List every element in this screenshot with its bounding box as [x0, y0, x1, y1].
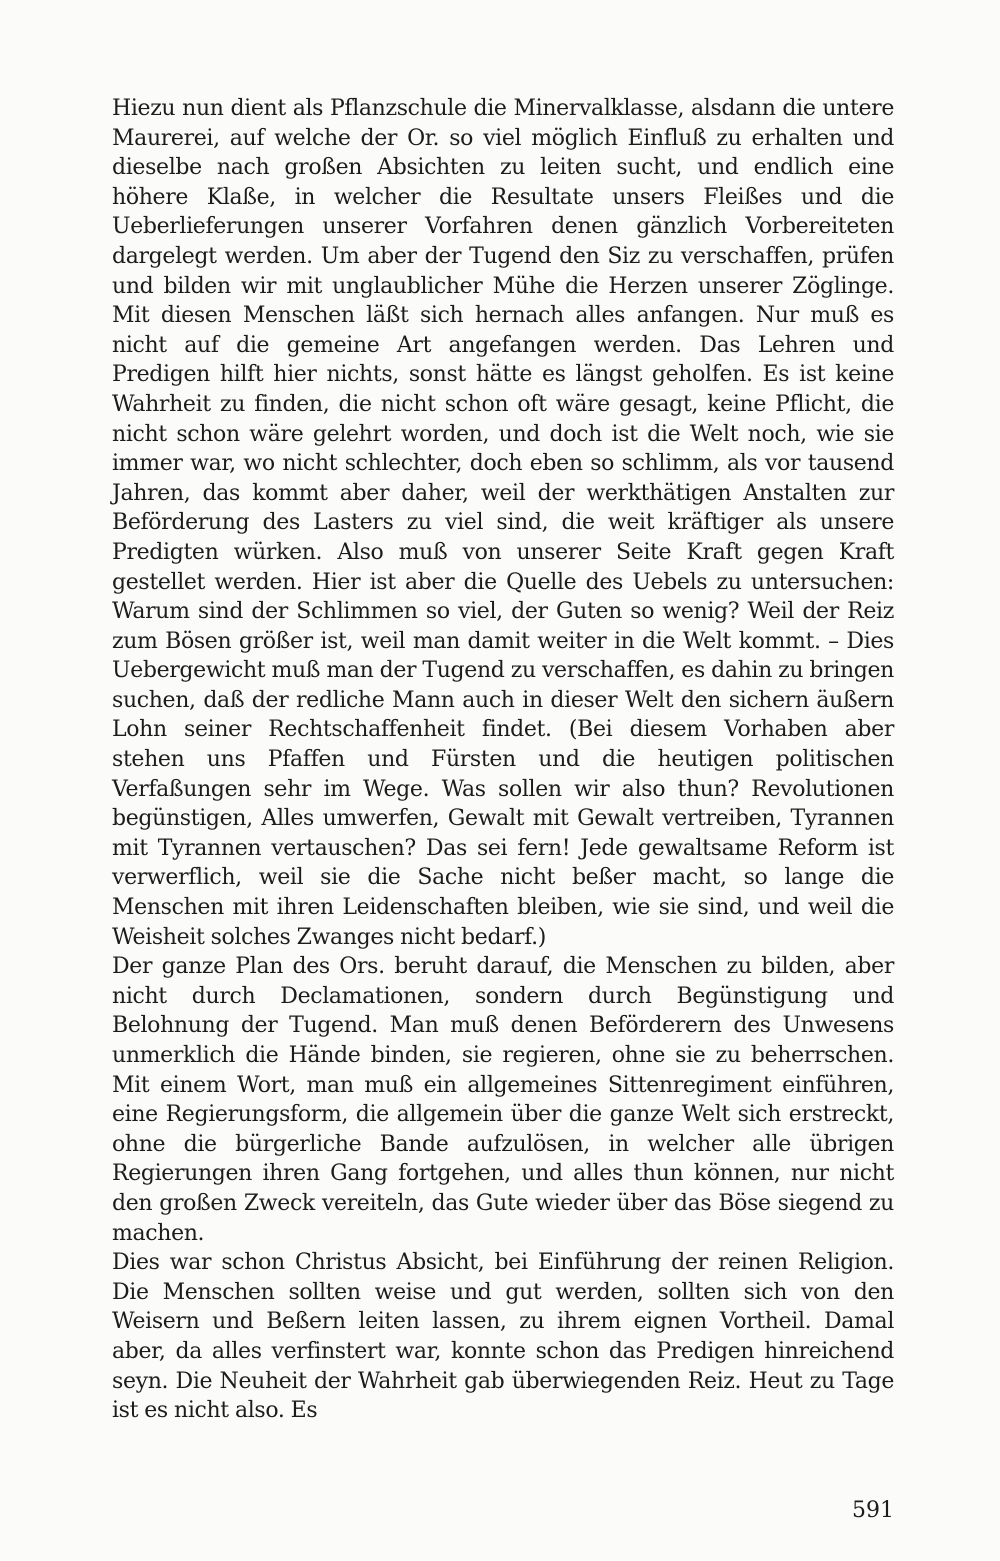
- body-text: [112, 94, 894, 1426]
- paragraph-3: Dies war schon Christus Absicht, bei Einführung der reinen Religion. Die Menschen sollten weise und gut werden, sollten sich von den Weisern und Beßern leiten lassen, zu ihrem eignen Vortheil. Damal aber, da alles verfinstert war, konnte schon das Predigen hinreichend seyn. Die Neuheit der Wahrheit gab überwiegenden Reiz. Heut zu Tage ist es nicht also. Es: [112, 1250, 894, 1424]
- paragraph-2: Der ganze Plan des Ors. beruht darauf, die Menschen zu bilden, aber nicht durch Declamationen, sondern durch Begünstigung und Belohnung der Tugend. Man muß denen Beförderern des Unwesens unmerklich die Hände binden, sie regieren, ohne sie zu beherrschen. Mit einem Wort, man muß ein allgemeines Sittenregiment einführen, eine Regierungsform, die allgemein über die ganze Welt sich erstreckt, ohne die bürgerliche Bande aufzulösen, in welcher alle übrigen Regierungen ihren Gang fortgehen, und alles thun können, nur nicht den großen Zweck vereiteln, das Gute wieder über das Böse siegend zu machen.: [112, 954, 894, 1246]
- page-number: 591: [852, 1498, 894, 1523]
- paragraph-1: Hiezu nun dient als Pflanzschule die Minervalklasse, alsdann die untere Maurerei, auf welche der Or. so viel möglich Einfluß zu erhalten und dieselbe nach großen Absichten zu leiten sucht, und endlich eine höhere Klaße, in welcher die Resultate unsers Fleißes und die Ueberlieferungen unserer Vorfahren denen gänzlich Vorbereiteten dargelegt werden. Um aber der Tugend den Siz zu verschaffen, prüfen und bilden wir mit unglaublicher Mühe die Herzen unserer Zöglinge. Mit diesen Menschen läßt sich hernach alles anfangen. Nur muß es nicht auf die gemeine Art angefangen werden. Das Lehren und Predigen hilft hier nichts, sonst hätte es längst geholfen. Es ist keine Wahrheit zu finden, die nicht schon oft wäre gesagt, keine Pflicht, die nicht schon wäre gelehrt worden, und doch ist die Welt noch, wie sie immer war, wo nicht schlechter, doch eben so schlimm, als vor tausend Jahren, das kommt aber daher, weil der werkthätigen Anstalten zur Beförderung des Lasters zu viel sind, die weit kräftiger als unsere Predigten würken. Also muß von unserer Seite Kraft gegen Kraft gestellet werden. Hier ist aber die Quelle des Uebels zu untersuchen: Warum sind der Schlimmen so viel, der Guten so wenig? Weil der Reiz zum Bösen größer ist, weil man damit weiter in die Welt kommt. – Dies Uebergewicht muß man der Tugend zu verschaffen, es dahin zu bringen suchen, daß der redliche Mann auch in dieser Welt den sichern äußern Lohn seiner Rechtschaffenheit findet. (Bei diesem Vorhaben aber stehen uns Pfaffen und Fürsten und die heutigen politischen Verfaßungen sehr im Wege. Was sollen wir also thun? Revolutionen begünstigen, Alles umwerfen, Gewalt mit Gewalt vertreiben, Tyrannen mit Tyrannen vertauschen? Das sei fern! Jede gewaltsame Reform ist verwerflich, weil sie die Sache nicht beßer macht, so lange die Menschen mit ihren Leidenschaften bleiben, wie sie sind, und weil die Weisheit solches Zwanges nicht bedarf.): [112, 96, 894, 950]
